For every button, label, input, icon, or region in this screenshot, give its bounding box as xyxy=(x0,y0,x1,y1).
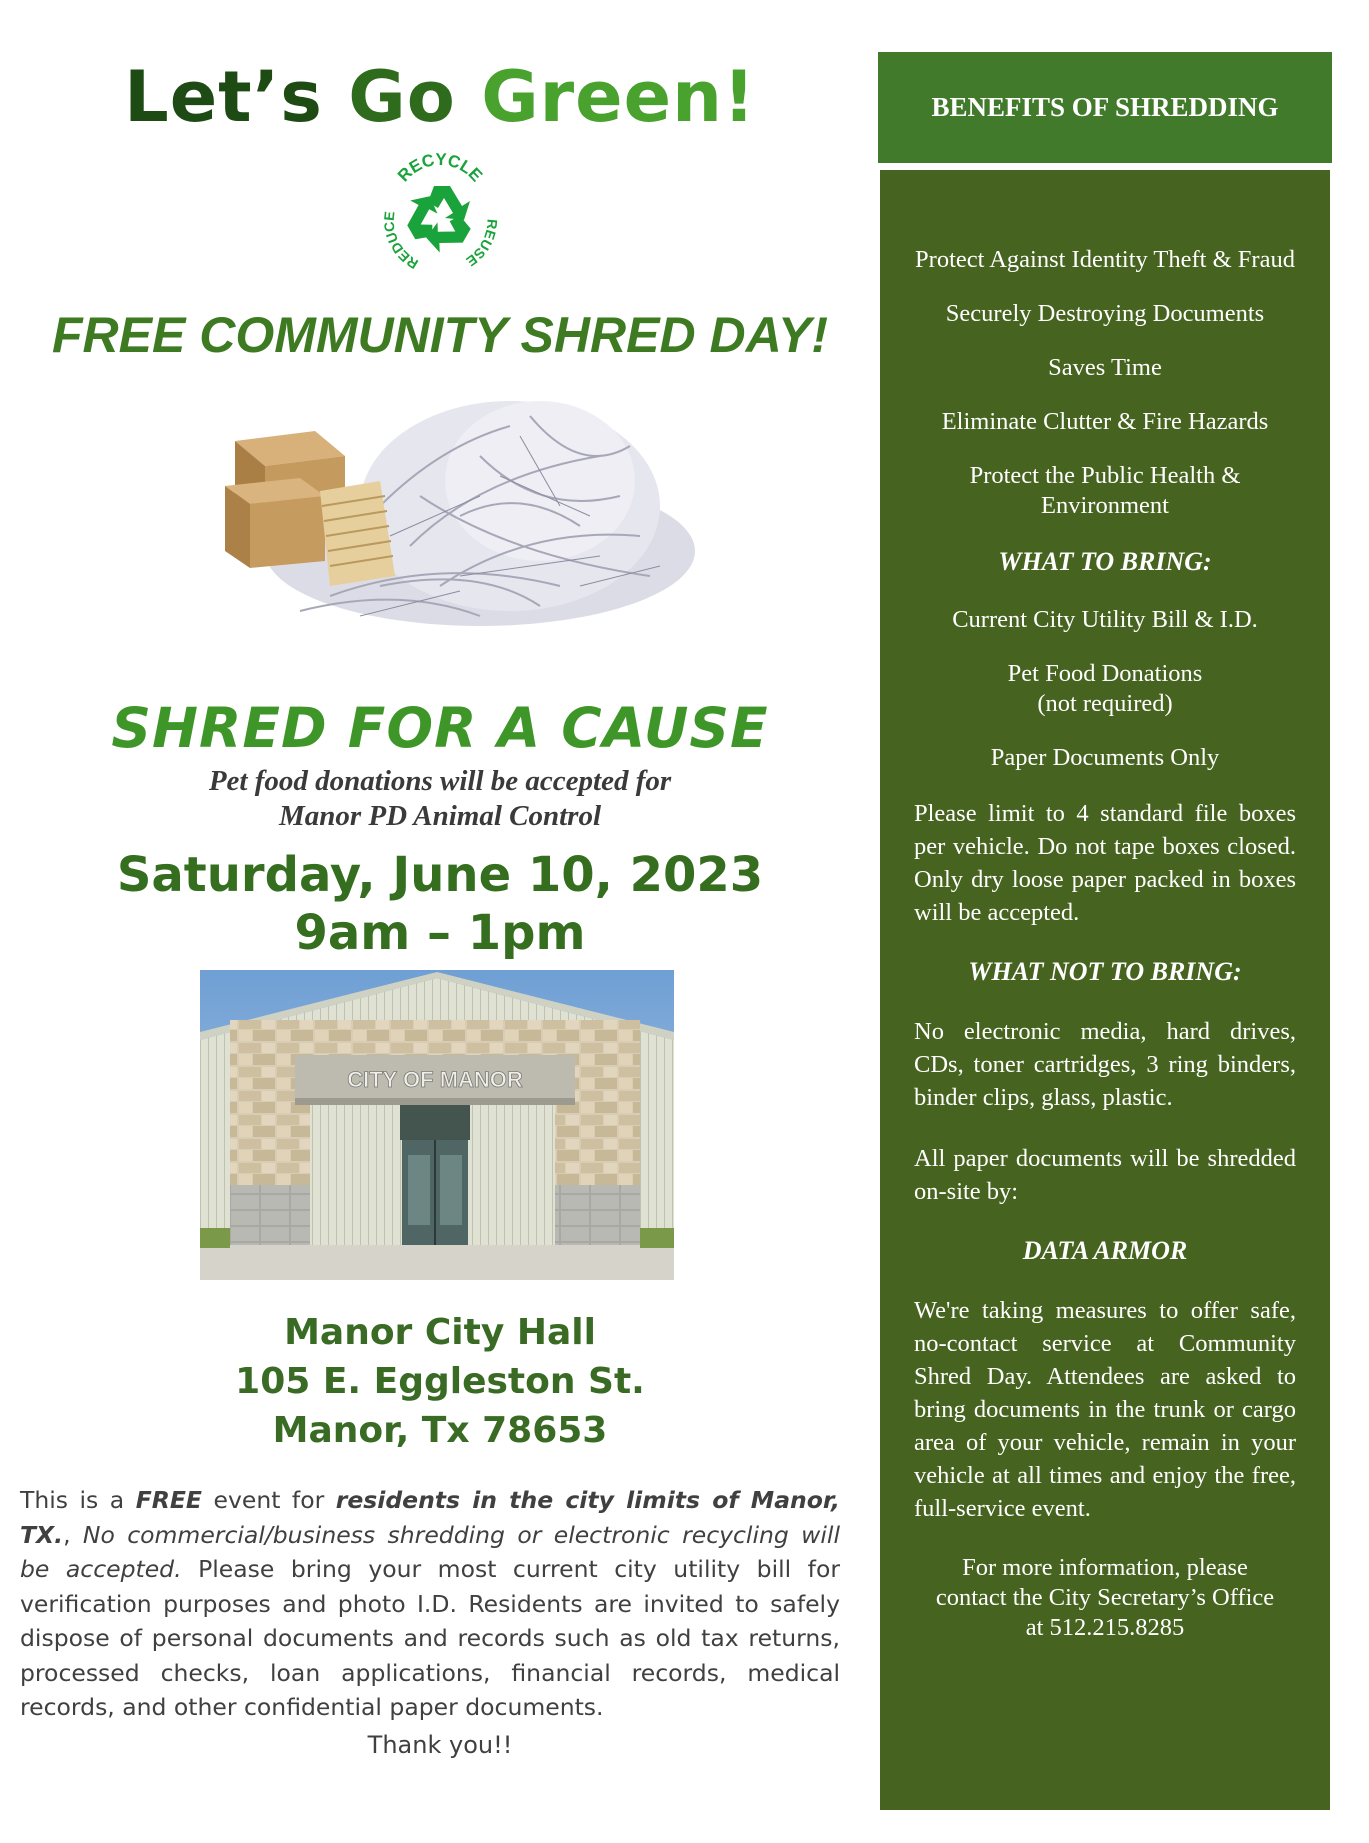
city-hall-photo xyxy=(200,970,674,1280)
safety-text: We're taking measures to offer safe, no-contact service at Community Shred Day. Attendees are asked to bring documents in the trunk or cargo area of your vehicle, remain in your vehicle at all times and enjoy the free, full-service event. xyxy=(914,1297,1296,1522)
benefit-item: Eliminate Clutter & Fire Hazards xyxy=(941,408,1269,435)
location-street: 105 E. Eggleston St. xyxy=(235,1361,645,1402)
svg-text:REUSE xyxy=(463,219,500,270)
contact-info: For more information, please contact the City Secretary’s Office at 512.215.8285 xyxy=(914,1553,1296,1643)
event-time: 9am – 1pm xyxy=(294,905,586,961)
donation-note xyxy=(20,764,860,834)
bring-item-note: (not required) xyxy=(1037,690,1173,717)
shred-day-title: FREE COMMUNITY SHRED DAY! xyxy=(52,307,828,363)
event-location xyxy=(20,1308,860,1455)
flyer-main xyxy=(20,55,860,1759)
bring-item: Current City Utility Bill & I.D. xyxy=(952,606,1258,633)
donation-line-1: Pet food donations will be accepted for xyxy=(208,765,672,797)
benefits-header xyxy=(878,52,1332,163)
location-name: Manor City Hall xyxy=(284,1312,596,1353)
city-sign: CITY OF MANOR xyxy=(347,1067,523,1092)
recycle-icon xyxy=(375,146,505,276)
contact-phone: at 512.215.8285 xyxy=(1025,1614,1185,1641)
event-date: Saturday, June 10, 2023 xyxy=(116,847,764,903)
thank-you: Thank you!! xyxy=(367,1730,513,1759)
shred-for-a-cause-title: SHRED FOR A CAUSE xyxy=(111,696,769,760)
event-datetime xyxy=(20,846,860,962)
box-limit-text: Please limit to 4 standard file boxes per vehicle. Do not tape boxes closed. Only dry loose paper packed in boxes will be accepted. xyxy=(914,800,1296,926)
benefits-sidebar xyxy=(880,170,1330,1810)
reuse-text: REUSE xyxy=(463,218,501,270)
svg-text:RECYCLE xyxy=(394,150,486,185)
bring-item: Paper Documents Only xyxy=(990,744,1220,771)
hero-title: Let’s Go Green! xyxy=(124,56,756,138)
benefit-item: Protect the Public Health & Environment xyxy=(969,462,1241,519)
shredded-onsite-text: All paper documents will be shredded on-site by: xyxy=(914,1145,1296,1205)
reduce-text: REDUCE xyxy=(380,210,421,273)
donation-line-2: Manor PD Animal Control xyxy=(278,800,602,832)
not-bring-text: No electronic media, hard drives, CDs, toner cartridges, 3 ring binders, binder clips, glass, plastic. xyxy=(914,1018,1296,1111)
benefits-header-text: BENEFITS OF SHREDDING xyxy=(931,92,1279,122)
recycle-text: RECYCLE xyxy=(393,149,487,186)
event-description: This is a FREE event for residents in the city limits of Manor, TX., No commercial/business shredding or electronic recycling will be accepted. Please bring your most current city utility bill for verification purposes and photo I.D. Residents are invited to safely dispose of personal documents and records such as old tax returns, processed checks, loan applications, financial records, medical records, and other confidential paper documents. xyxy=(20,1486,840,1721)
shredded-paper-image xyxy=(180,386,700,636)
location-city: Manor, Tx 78653 xyxy=(272,1410,608,1451)
benefit-item: Protect Against Identity Theft & Fraud xyxy=(915,246,1295,273)
bring-item: Pet Food Donations xyxy=(1007,660,1203,687)
what-to-bring-heading: WHAT TO BRING: xyxy=(998,547,1212,576)
benefit-item: Saves Time xyxy=(1048,354,1162,381)
what-not-to-bring-heading: WHAT NOT TO BRING: xyxy=(968,957,1242,986)
benefit-item: Securely Destroying Documents xyxy=(945,300,1265,327)
vendor-name: DATA ARMOR xyxy=(1022,1236,1188,1265)
recycle-logo xyxy=(375,146,505,276)
